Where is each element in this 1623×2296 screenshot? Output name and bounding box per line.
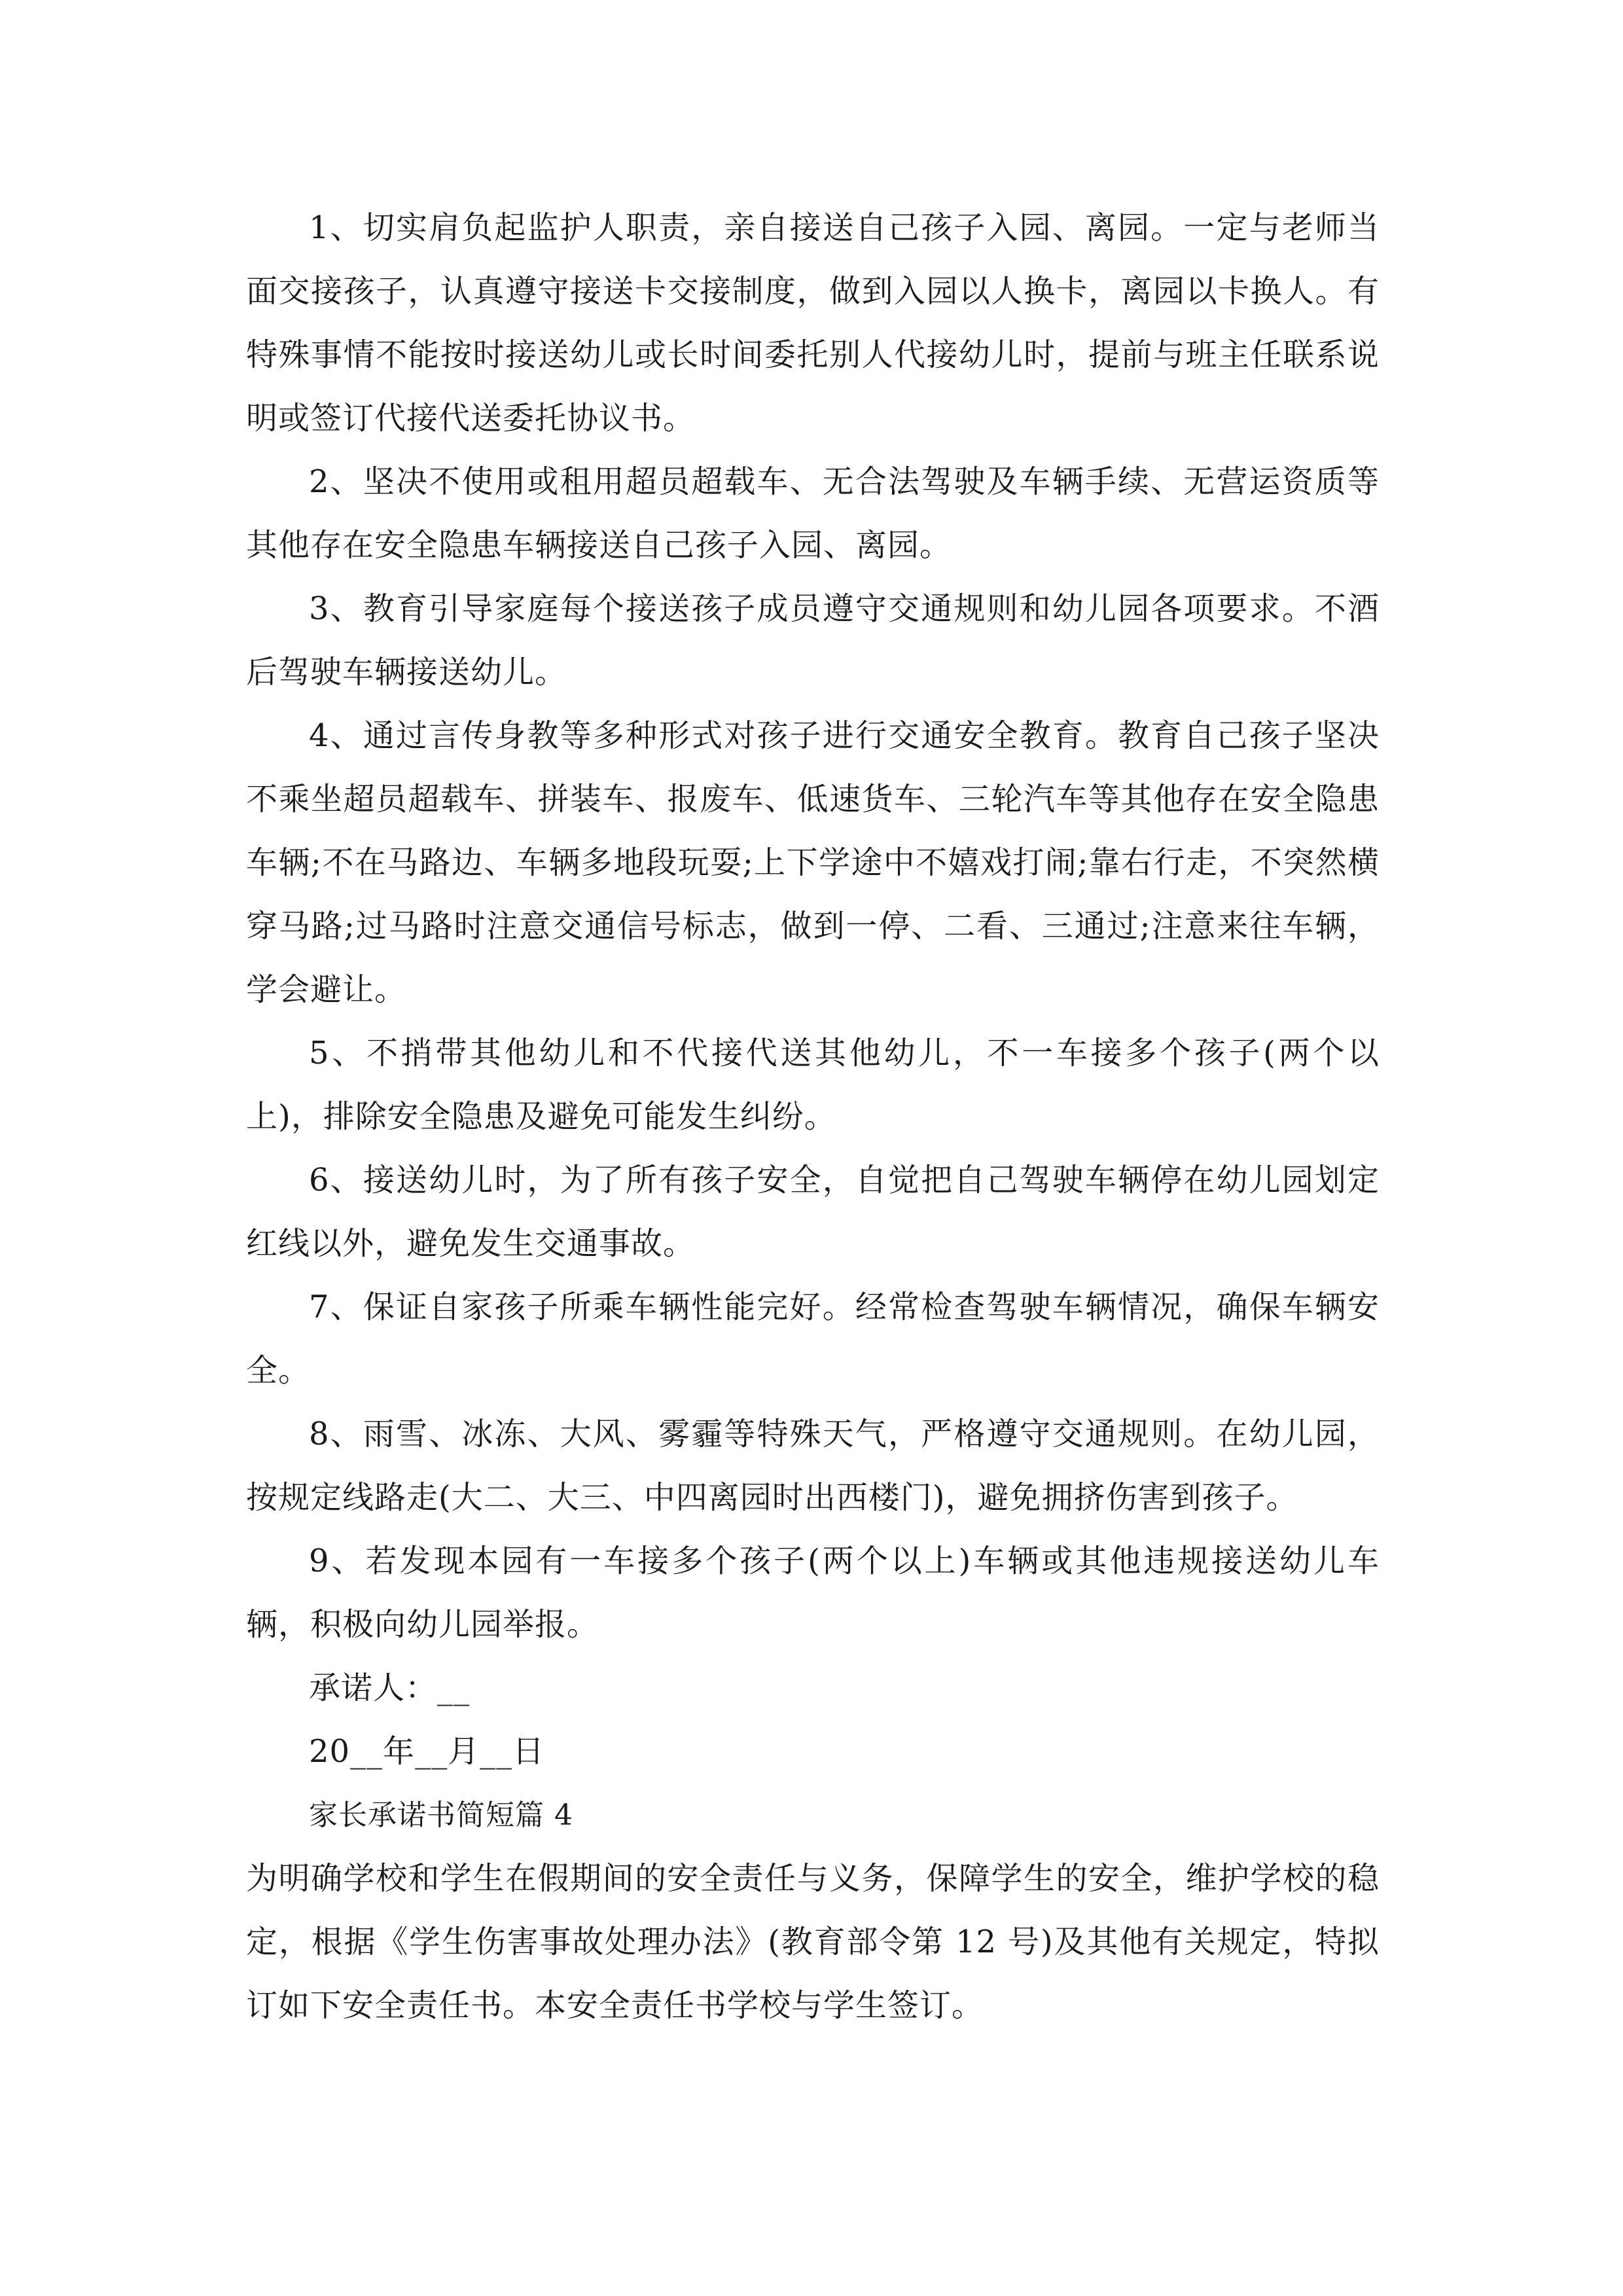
section-title: 家长承诺书简短篇 4 bbox=[309, 1799, 573, 1832]
clause-9: 9、若发现本园有一车接多个孩子(两个以上)车辆或其他违规接送幼儿车辆，积极向幼儿园举报。 bbox=[246, 1543, 1380, 1643]
clause-8: 8、雨雪、冰冻、大风、雾霾等特殊天气，严格遵守交通规则。在幼儿园，按规定线路走(大二、大三、中四离园时出西楼门)，避免拥挤伤害到孩子。 bbox=[246, 1416, 1380, 1516]
date-line: 20__年__月__日 bbox=[309, 1733, 545, 1770]
clause-4: 4、通过言传身教等多种形式对孩子进行交通安全教育。教育自己孩子坚决不乘坐超员超载车、拼装车、报废车、低速货车、三轮汽车等其他存在安全隐患车辆;不在马路边、车辆多地段玩耍;上下学途中不嬉戏打闹;靠右行走，不突然横穿马路;过马路时注意交通信号标志，做到一停、二看、三通过;注意来往车辆，学会避让。 bbox=[246, 717, 1380, 1008]
clause-1: 1、切实肩负起监护人职责，亲自接送自己孩子入园、离园。一定与老师当面交接孩子，认真遵守接送卡交接制度，做到入园以人换卡，离园以卡换人。有特殊事情不能按时接送幼儿或长时间委托别人代接幼儿时，提前与班主任联系说明或签订代接代送委托协议书。 bbox=[246, 209, 1380, 437]
clause-5: 5、不捎带其他幼儿和不代接代送其他幼儿，不一车接多个孩子(两个以上)，排除安全隐患及避免可能发生纠纷。 bbox=[246, 1035, 1380, 1135]
clause-6: 6、接送幼儿时，为了所有孩子安全，自觉把自己驾驶车辆停在幼儿园划定红线以外，避免发生交通事故。 bbox=[246, 1162, 1380, 1262]
intro-paragraph: 为明确学校和学生在假期间的安全责任与义务，保障学生的安全，维护学校的稳定，根据《学生伤害事故处理办法》(教育部令第 12 号)及其他有关规定，特拟订如下安全责任书。本安全责任书学校与学生签订。 bbox=[246, 1860, 1380, 2024]
clause-7: 7、保证自家孩子所乘车辆性能完好。经常检查驾驶车辆情况，确保车辆安全。 bbox=[246, 1289, 1380, 1389]
signer-line: 承诺人：__ bbox=[309, 1670, 471, 1706]
clause-3: 3、教育引导家庭每个接送孩子成员遵守交通规则和幼儿园各项要求。不酒后驾驶车辆接送幼儿。 bbox=[246, 590, 1380, 691]
clause-2: 2、坚决不使用或租用超员超载车、无合法驾驶及车辆手续、无营运资质等其他存在安全隐患车辆接送自己孩子入园、离园。 bbox=[246, 463, 1380, 564]
document-body bbox=[246, 196, 1380, 2037]
